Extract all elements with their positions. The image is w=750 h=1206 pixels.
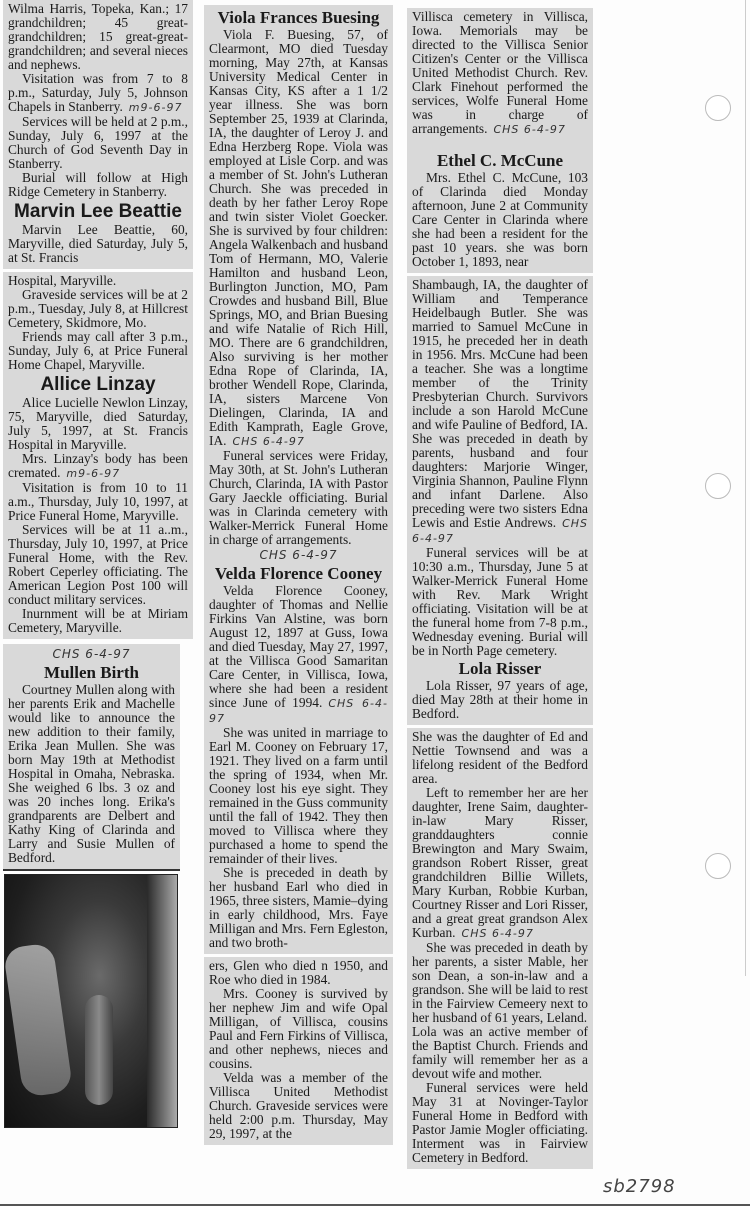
obituary-paragraph xyxy=(412,10,588,137)
paragraph-text: Hospital, Maryville. xyxy=(8,273,117,288)
paragraph-text: She was preceded in death by her parents, a sister Mable, her son Dean, a son-in-law and a grandson. She will be laid to rest in the Fairview Cemeery next to her husband of 61 years, Leland. xyxy=(412,940,588,1025)
handwritten-date-note: CHS 6-4-97 xyxy=(259,548,338,562)
paragraph-text: Courtney Mullen along with her parents Erik and Machelle would like to announce the new addition to their family, Erika Jean Mullen. She was born May 19th at Methodist Hospital in Omaha, Nebraska. She weighed 6 lbs. 3 oz and was 20 inches long. Erika's grandparents are Delbert and Kathy King of Clarinda and Larry and Susie Mullen of Bedford. xyxy=(8,682,175,865)
obituary-paragraph xyxy=(8,288,188,330)
obituary-paragraph xyxy=(412,171,588,269)
paragraph-text: Marvin Lee Beattie, 60, Maryville, died Saturday, July 5, at St. Francis xyxy=(8,222,188,265)
clipping-mccune-risser xyxy=(407,276,593,725)
paragraph-text: Viola F. Buesing, 57, of Clearmont, MO died Tuesday morning, May 27th, at Kansas University Medical Center in Kansas City, KS after a 1 1/2 year illness. She was born September 25, 1939 at Clarinda, IA, the daughter of Leroy J. and Edna Herzberg Rope. Viola was employed at Lisle Corp. and was a member of St. John's Lutheran Church. She was preceded in death by her father Leroy Rope and twin sister Violet Goecker. She is survived by four children: Angela Walkenbach and husband Tom of Hermann, MO, Valerie Hamilton and husband Leon, Burlington Junction, MO, Pam Crowdes and husband Bill, Blue Springs, MO, and Brian Buesing and wife Natalie of Rich Hill, MO. There are 6 grandchildren, Also surviving is her mother Edna Rope of Clarinda, IA, brother Wendell Rope, Clarinda, IA, sisters Marcene Von Dielingen, Clarinda, IA and Edith Kamprath, Eagle Grove, IA. xyxy=(209,27,388,448)
handwritten-date-note: CHS 6-4-97 xyxy=(493,123,566,136)
obituary-paragraph xyxy=(209,584,388,726)
clipping-harris-beattie xyxy=(3,0,193,269)
obituary-paragraph xyxy=(8,2,188,72)
obituary-paragraph xyxy=(8,683,175,865)
paragraph-text: Funeral services were held May 31 at Novinger-Taylor Funeral Home in Bedford with Pastor Jamie Mogler officiating. Interment was in Fairview Cemetery in Bedford. xyxy=(412,1080,588,1165)
handwritten-date-note: m9-6-97 xyxy=(128,101,183,114)
obituary-paragraph xyxy=(412,679,588,721)
obituary-paragraph xyxy=(209,959,388,987)
photo-blanket xyxy=(4,942,73,1097)
obituary-paragraph xyxy=(412,546,588,658)
column-middle xyxy=(204,0,393,1148)
clipping-buesing-cooney xyxy=(204,5,393,954)
paragraph-text: Mrs. Ethel C. McCune, 103 of Clarinda died Monday afternoon, June 2 at Community Care Center in Clarinda where she had been a resident for the past 10 years. she was born October 1, 1893, near xyxy=(412,170,588,269)
photo-arm xyxy=(85,995,113,1105)
handwritten-date-note: CHS 6-4-97 xyxy=(412,517,588,545)
clipping-risser-continued xyxy=(407,728,593,1169)
obituary-paragraph xyxy=(209,28,388,449)
obituary-paragraph xyxy=(8,72,188,115)
obituary-paragraph xyxy=(209,726,388,866)
obituary-paragraph xyxy=(412,730,588,786)
handwritten-date-note: CHS 6-4-97 xyxy=(461,927,534,940)
obituary-heading: Ethel C. McCune xyxy=(436,151,564,170)
obituary-paragraph xyxy=(209,449,388,547)
obituary-heading: Velda Florence Cooney xyxy=(214,564,383,583)
archive-mark: sb2798 xyxy=(603,1176,676,1197)
obituary-paragraph xyxy=(8,171,188,199)
paragraph-text: She was the daughter of Ed and Nettie Townsend and was a lifelong resident of the Bedford area. xyxy=(412,729,588,786)
obituary-paragraph xyxy=(8,274,188,288)
obituary-paragraph xyxy=(8,223,188,265)
paragraph-text: Graveside services will be at 2 p.m., Tuesday, July 8, at Hillcrest Cemetery, Skidmore, Mo. xyxy=(8,287,188,330)
paragraph-text: Funeral services will be at 10:30 a.m., Thursday, June 5 at Walker-Merrick Funeral Home with Rev. Mark Wright officiating. Visitation will be at the funeral home from 7-8 p.m., Wednesday evening. Burial will be in North Page cemetery. xyxy=(412,545,588,658)
paragraph-text: Villisca cemetery in Villisca, Iowa. Memorials may be directed to the Villisca Senior Citizen's Center or the Villisca United Methodist Church. Rev. Clark Finehout performed the services, Wolfe Funeral Home was in charge of arrangements. xyxy=(412,9,588,136)
obituary-heading: Mullen Birth xyxy=(44,663,139,682)
obituary-paragraph xyxy=(8,523,188,607)
obituary-paragraph xyxy=(412,786,588,941)
obituary-paragraph xyxy=(209,866,388,950)
handwritten-date-note: m9-6-97 xyxy=(66,467,121,480)
paragraph-text: Services will be at 11 a..m., Thursday, July 10, 1997, at Price Funeral Home, with the Rev. Robert Ceperley officiating. The American Legion Post 100 will conduct military services. xyxy=(8,522,188,607)
obituary-heading: Marvin Lee Beattie xyxy=(14,201,182,222)
paragraph-text: She is preceded in death by her husband Earl who died in 1965, three sisters, Mamie–dying in early childhood, Mrs. Faye Milligan and Mrs. Fern Egleston, and two broth- xyxy=(209,865,388,950)
paragraph-text: Inurnment will be at Miriam Cemetery, Maryville. xyxy=(8,606,188,635)
clipping-mullen-birth xyxy=(3,644,180,871)
paragraph-text: Visitation is from 10 to 11 a.m., Thursday, July 10, 1997, at Price Funeral Home, Maryville. xyxy=(8,480,188,523)
obituary-paragraph xyxy=(8,607,188,635)
obituary-paragraph xyxy=(209,1071,388,1141)
obituary-paragraph xyxy=(8,330,188,372)
clipping-beattie-linzay xyxy=(3,272,193,639)
handwritten-date-note: CHS 6-4-97 xyxy=(52,647,131,661)
paragraph-text: Services will be held at 2 p.m., Sunday, July 6, 1997 at the Church of God Seventh Day in Stanberry. xyxy=(8,114,188,171)
obituary-paragraph xyxy=(412,278,588,546)
paragraph-text: Visitation was from 7 to 8 p.m., Saturday, July 5, Johnson Chapels in Stanberry. xyxy=(8,71,188,114)
paragraph-text: Alice Lucielle Newlon Linzay, 75, Maryville, died Saturday, July 5, 1997, at St. Francis Hospital in Maryville. xyxy=(8,395,188,452)
paragraph-text: Mrs. Linzay's body has been cremated. xyxy=(8,451,188,480)
footer-row xyxy=(0,1172,750,1202)
paragraph-text: Wilma Harris, Topeka, Kan.; 17 grandchildren; 45 great-grandchildren; 15 great-great-grandchildren; and several nieces and nephews. xyxy=(8,1,188,72)
photo-sheet xyxy=(147,875,177,1127)
obituary-paragraph xyxy=(412,1025,588,1081)
obituary-heading: Lola Risser xyxy=(458,659,542,678)
clipping-cooney-end-mccune xyxy=(407,8,593,273)
paragraph-text: Lola Risser, 97 years of age, died May 28th at their home in Bedford. xyxy=(412,678,588,721)
paragraph-text: Burial will follow at High Ridge Cemetery in Stanberry. xyxy=(8,170,188,199)
paragraph-text: She was united in marriage to Earl M. Cooney on February 17, 1921. They lived on a farm until the spring of 1934, when Mr. Cooney lost his eye sight. They remained in the Guss community until the fall of 1942. They then moved to Villisca where they purchased a home to spend the remainder of their lives. xyxy=(209,725,388,866)
paragraph-text: Velda Florence Cooney, daughter of Thomas and Nellie Firkins Van Alstine, was born August 12, 1897 at Guss, Iowa and died Tuesday, May 27, 1997, at the Villisca Good Samaritan Care Center, in Villisca, Iowa, where she had been a resident since June of 1994. xyxy=(209,583,388,710)
obituary-paragraph xyxy=(412,941,588,1025)
paragraph-text: Mrs. Cooney is survived by her nephew Jim and wife Opal Milligan, of Villisca, cousins Paul and Fern Firkins of Villisca, and other nephews, nieces and cousins. xyxy=(209,986,388,1071)
obituary-paragraph xyxy=(209,987,388,1071)
paragraph-text: Lola was an active member of the Baptist Church. Friends and family will remember her as a devout wife and mother. xyxy=(412,1024,588,1081)
paragraph-text: Funeral services were Friday, May 30th, at St. John's Lutheran Church, Clarinda, IA with Pastor Gary Jaeckle officiating. Burial was in Clarinda cemetery with Walker-Merrick Funeral Home in charge of arrangements. xyxy=(209,448,388,547)
obituary-paragraph xyxy=(8,481,188,523)
baby-photo xyxy=(4,874,178,1128)
paragraph-text: ers, Glen who died n 1950, and Roe who died in 1984. xyxy=(209,958,388,987)
obituary-paragraph xyxy=(412,1081,588,1165)
handwritten-date-note: CHS 6-4-97 xyxy=(232,435,305,448)
paragraph-text: Friends may call after 3 p.m., Sunday, July 6, at Price Funeral Home Chapel, Maryville. xyxy=(8,329,188,372)
obituary-heading: Viola Frances Buesing xyxy=(217,8,380,27)
column-right xyxy=(407,0,593,1172)
paragraph-text: Left to remember her are her daughter, Irene Saim, daughter-in-law Mary Risser, granddaughters connie Brewington and Mary Swaim, grandson Robert Risser, great grandchildren Billie Willets, Mary Kurban, Robbie Kurban, Courtney Risser and Lori Risser, and a great great grandson Alex Kurban. xyxy=(412,785,588,940)
paragraph-text: Velda was a member of the Villisca United Methodist Church. Graveside services were held 2:00 p.m. Thursday, May 29, 1997, at the xyxy=(209,1070,388,1141)
obituary-paragraph xyxy=(8,115,188,171)
clipping-cooney-continued xyxy=(204,957,393,1145)
obituary-paragraph xyxy=(8,396,188,452)
column-left xyxy=(3,0,193,1128)
handwritten-date-note: CHS 6-4-97 xyxy=(209,697,388,725)
obituary-heading: Allice Linzay xyxy=(40,374,156,395)
paragraph-text: Shambaugh, IA, the daughter of William and Temperance Heidelbaugh Butler. She was married to Samuel McCune in 1915, he preceded her in death in 1956. Mrs. McCune had been a teacher. She was a longtime member of the Trinity Presbyterian Church. Survivors include a son Harold McCune and wife Pauline of Bedford, IA. She was preceded in death by parents, husband and four daughters: Marjorie Winger, Virginia Shannon, Pauline Flynn and infant Darlene. Also preceding were two sisters Edna Lewis and Estie Andrews. xyxy=(412,277,588,530)
obituary-paragraph xyxy=(8,452,188,481)
